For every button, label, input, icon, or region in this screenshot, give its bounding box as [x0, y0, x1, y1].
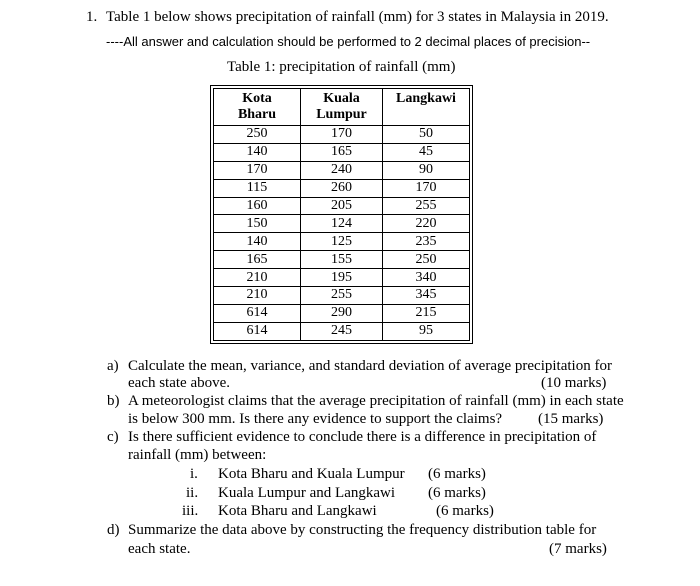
part-d-line1: Summarize the data above by constructing the frequency distribution table for [128, 522, 597, 538]
table-cell: 170 [214, 161, 301, 179]
table-row [214, 322, 470, 340]
table-cell: 245 [301, 322, 383, 340]
table-cell: 165 [301, 143, 383, 161]
table-cell: 170 [301, 126, 383, 144]
part-d-line2: each state. [128, 541, 191, 557]
table-cell: 210 [214, 287, 301, 305]
table-cell: 235 [383, 233, 470, 251]
table-cell: 90 [383, 161, 470, 179]
table-cell: 220 [383, 215, 470, 233]
table-cell: 115 [214, 179, 301, 197]
table-row [214, 233, 470, 251]
table-cell: 155 [301, 251, 383, 269]
table-cell: 340 [383, 269, 470, 287]
table-cell: 125 [301, 233, 383, 251]
table-cell: 250 [214, 126, 301, 144]
subpart-iii-marks: (6 marks) [436, 503, 494, 519]
table-cell: 614 [214, 304, 301, 322]
subpart-iii-label: iii. [182, 503, 199, 519]
table-cell: 205 [301, 197, 383, 215]
table-cell: 250 [383, 251, 470, 269]
table-caption: Table 1: precipitation of rainfall (mm) [227, 59, 456, 75]
question-number: 1. [86, 9, 98, 25]
subpart-ii-marks: (6 marks) [428, 485, 486, 501]
table-row [214, 143, 470, 161]
table-cell: 240 [301, 161, 383, 179]
subpart-i-text: Kota Bharu and Kuala Lumpur [218, 466, 405, 482]
table-row [214, 304, 470, 322]
table-row [214, 179, 470, 197]
table-cell: 50 [383, 126, 470, 144]
header-kota-bharu: Kota Bharu [214, 89, 301, 126]
table-row [214, 197, 470, 215]
subpart-ii-label: ii. [186, 485, 199, 501]
table-row [214, 161, 470, 179]
table-header-row [214, 89, 470, 126]
subpart-i-marks: (6 marks) [428, 466, 486, 482]
table-row [214, 287, 470, 305]
table-cell: 614 [214, 322, 301, 340]
part-c-line1: Is there sufficient evidence to conclude there is a difference in precipitation of [128, 429, 597, 445]
table-cell: 255 [383, 197, 470, 215]
table-cell: 95 [383, 322, 470, 340]
part-b-line1: A meteorologist claims that the average precipitation of rainfall (mm) in each state [128, 393, 624, 409]
table-cell: 165 [214, 251, 301, 269]
table-row [214, 126, 470, 144]
subpart-i-label: i. [190, 466, 198, 482]
table-row [214, 215, 470, 233]
table-cell: 210 [214, 269, 301, 287]
table-cell: 290 [301, 304, 383, 322]
part-b-line2: is below 300 mm. Is there any evidence to support the claims? [128, 411, 503, 427]
table-cell: 140 [214, 233, 301, 251]
part-b-marks: (15 marks) [538, 411, 604, 427]
header-langkawi: Langkawi [383, 89, 470, 126]
part-a-line2: each state above. [128, 375, 231, 391]
table-cell: 160 [214, 197, 301, 215]
part-b-label: b) [107, 393, 120, 409]
part-c-line2: rainfall (mm) between: [128, 447, 267, 463]
part-a-label: a) [107, 358, 119, 374]
table-cell: 45 [383, 143, 470, 161]
table-cell: 215 [383, 304, 470, 322]
table-cell: 260 [301, 179, 383, 197]
table-cell: 170 [383, 179, 470, 197]
subpart-ii-text: Kuala Lumpur and Langkawi [218, 485, 396, 501]
part-a-marks: (10 marks) [541, 375, 607, 391]
part-d-marks: (7 marks) [549, 541, 607, 557]
part-a-line1: Calculate the mean, variance, and standard deviation of average precipitation for [128, 358, 612, 374]
part-c-label: c) [107, 429, 119, 445]
table-cell: 345 [383, 287, 470, 305]
table-cell: 195 [301, 269, 383, 287]
precipitation-table [213, 88, 470, 341]
instruction-text: ----All answer and calculation should be performed to 2 decimal places of precision-- [106, 34, 591, 49]
part-d-label: d) [107, 522, 120, 538]
header-kuala-lumpur: Kuala Lumpur [301, 89, 383, 126]
table-row [214, 251, 470, 269]
table-cell: 255 [301, 287, 383, 305]
table-cell: 140 [214, 143, 301, 161]
table-cell: 150 [214, 215, 301, 233]
question-text: Table 1 below shows precipitation of rainfall (mm) for 3 states in Malaysia in 2019. [106, 9, 609, 25]
subpart-iii-text: Kota Bharu and Langkawi [218, 503, 377, 519]
table-row [214, 269, 470, 287]
table-cell: 124 [301, 215, 383, 233]
